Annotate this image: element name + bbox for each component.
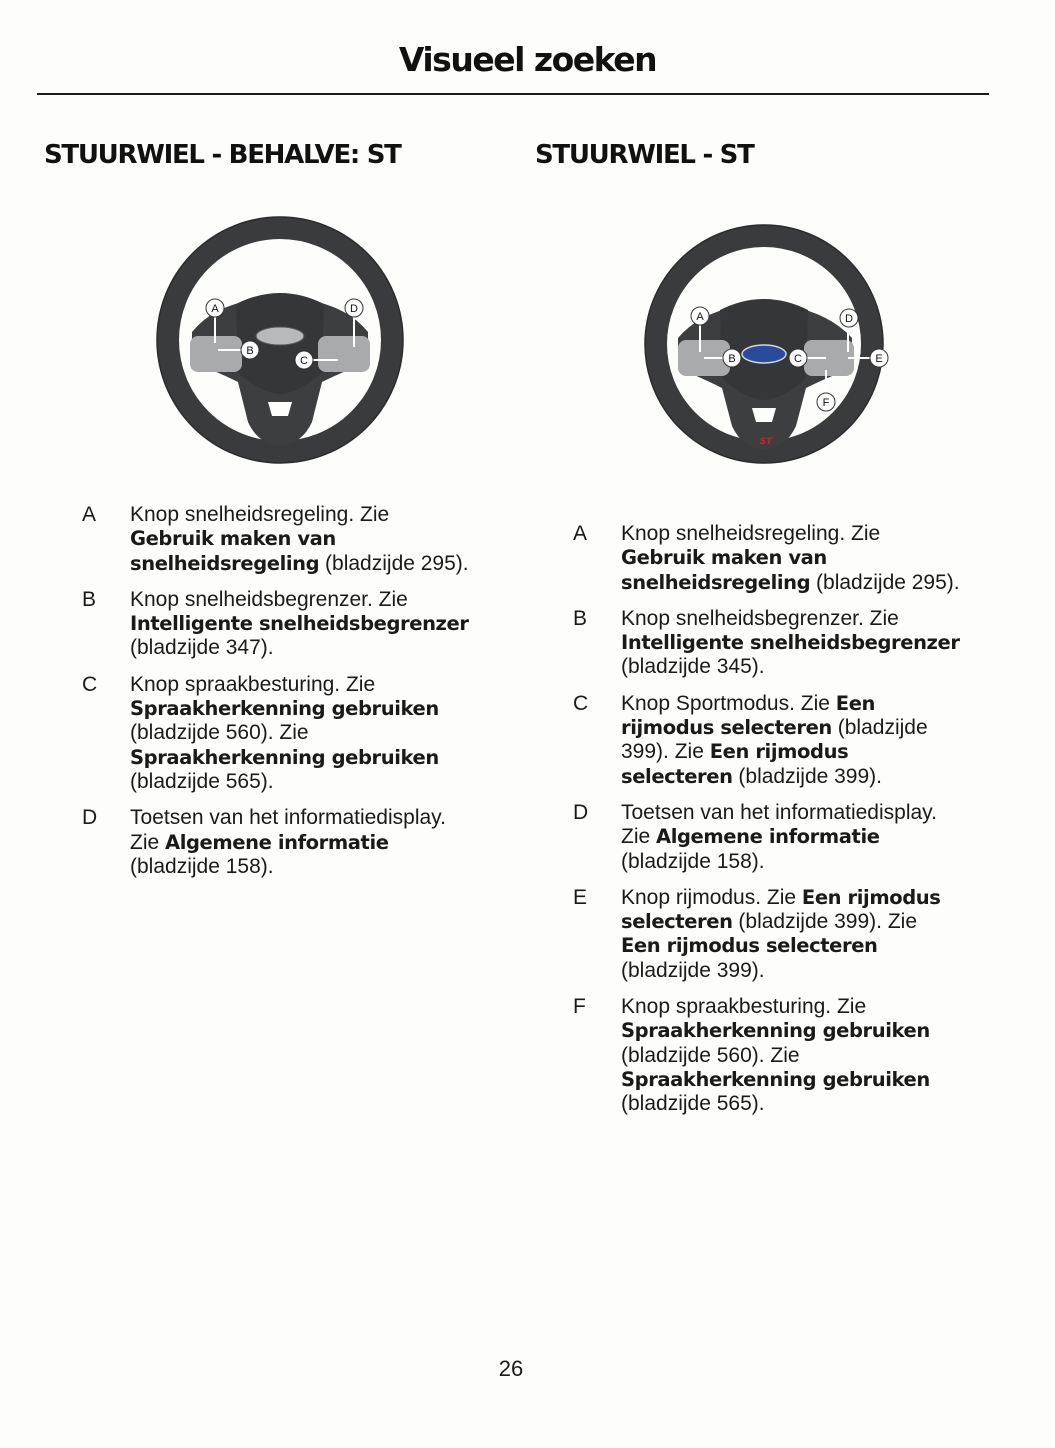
legend-item (70, 503, 470, 576)
legend-item (70, 588, 470, 661)
legend-description: Knop snelheidsregeling. Zie Gebruik maken van snelheidsregeling (bladzijde 295). (130, 503, 469, 575)
legend-item (70, 806, 470, 879)
legend-letter: A (573, 522, 588, 545)
cross-reference-link: Spraakherkenning gebruiken (621, 1019, 930, 1043)
svg-text:A: A (211, 303, 219, 315)
cross-reference-link: Algemene informatie (165, 830, 389, 854)
legend-item (561, 692, 961, 789)
cross-reference-link: Spraakherkenning gebruiken (130, 697, 439, 721)
svg-text:B: B (728, 353, 736, 365)
legend-list-st (561, 522, 961, 1129)
svg-text:C: C (794, 353, 802, 365)
cross-reference-link: Gebruik maken van snelheidsregeling (621, 546, 827, 594)
header-divider (37, 93, 989, 95)
legend-letter: C (573, 691, 589, 715)
st-badge-icon: ST (759, 437, 773, 447)
legend-letter: B (573, 606, 588, 630)
legend-item (561, 607, 961, 680)
legend-item (561, 801, 961, 874)
legend-description: Knop rijmodus. Zie Een rijmodus selecteren (bladzijde 399). Zie Een rijmodus selecteren (bladzijde 399). (621, 885, 941, 982)
legend-item (561, 522, 961, 595)
legend-letter: F (573, 995, 586, 1019)
section-heading-st: STUURWIEL - ST (535, 140, 754, 170)
legend-description: Knop spraakbesturing. Zie Spraakherkenning gebruiken (bladzijde 560). Zie Spraakherkenning gebruiken (bladzijde 565). (130, 672, 439, 793)
steering-wheel-icon (157, 217, 403, 463)
cross-reference-link: Een rijmodus selecteren (621, 740, 849, 788)
cross-reference-link: Gebruik maken van snelheidsregeling (130, 527, 336, 575)
legend-letter: D (82, 806, 98, 830)
svg-text:C: C (300, 355, 308, 367)
legend-letter: D (573, 800, 589, 824)
legend-list-non-st (70, 503, 470, 891)
cross-reference-link: Spraakherkenning gebruiken (130, 745, 439, 769)
cross-reference-link: Intelligente snelheidsbegrenzer (621, 631, 960, 655)
legend-letter: C (82, 672, 98, 696)
legend-description: Toetsen van het informatiedisplay. Zie Algemene informatie (bladzijde 158). (130, 806, 446, 878)
legend-description: Knop Sportmodus. Zie Een rijmodus selecteren (bladzijde 399). Zie Een rijmodus selecteren (bladzijde 399). (621, 691, 928, 788)
cross-reference-link: Algemene informatie (656, 825, 880, 849)
legend-description: Knop spraakbesturing. Zie Spraakherkenning gebruiken (bladzijde 560). Zie Spraakherkenning gebruiken (bladzijde 565). (621, 995, 930, 1116)
cross-reference-link: Een rijmodus selecteren (621, 885, 941, 934)
cross-reference-link: Een rijmodus selecteren (621, 934, 878, 958)
section-heading-non-st: STUURWIEL - BEHALVE: ST (44, 140, 401, 170)
cross-reference-link: Een rijmodus selecteren (621, 691, 876, 740)
ford-logo-icon (742, 345, 786, 363)
svg-text:B: B (246, 345, 254, 357)
cross-reference-link: Spraakherkenning gebruiken (621, 1067, 930, 1091)
svg-text:A: A (696, 311, 704, 323)
svg-text:E: E (875, 353, 883, 365)
steering-wheel-illustration-st (638, 222, 894, 472)
legend-item (561, 886, 961, 983)
page-title: Visueel zoeken (398, 40, 657, 79)
svg-text:D: D (350, 303, 358, 315)
legend-item (70, 673, 470, 794)
cross-reference-link: Intelligente snelheidsbegrenzer (130, 612, 469, 636)
legend-item (561, 995, 961, 1116)
legend-letter: E (573, 885, 588, 909)
page-number: 26 (498, 1356, 524, 1381)
svg-text:F: F (822, 397, 830, 409)
steering-wheel-illustration-non-st (152, 212, 408, 468)
svg-text:D: D (845, 313, 853, 325)
legend-letter: A (82, 503, 97, 526)
legend-description: Toetsen van het informatiedisplay. Zie Algemene informatie (bladzijde 158). (621, 800, 937, 873)
legend-description: Knop snelheidsbegrenzer. Zie Intelligente snelheidsbegrenzer (bladzijde 345). (621, 606, 960, 679)
legend-description: Knop snelheidsregeling. Zie Gebruik maken van snelheidsregeling (bladzijde 295). (621, 522, 960, 594)
legend-letter: B (82, 587, 97, 611)
legend-description: Knop snelheidsbegrenzer. Zie Intelligente snelheidsbegrenzer (bladzijde 347). (130, 587, 469, 660)
